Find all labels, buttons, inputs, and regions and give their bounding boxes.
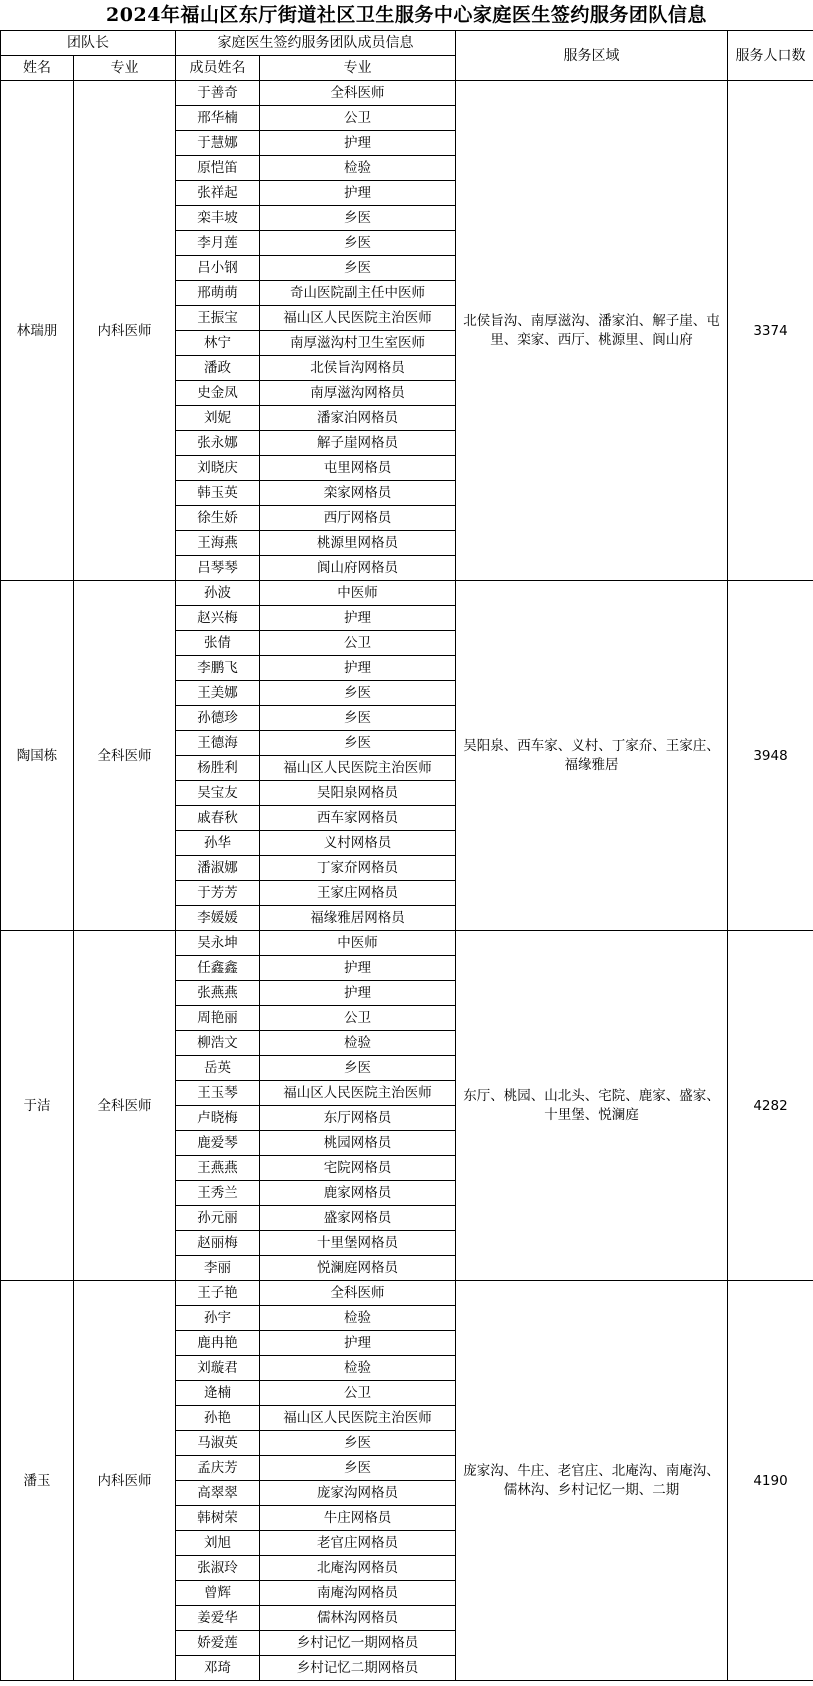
member-specialty: 乡医 (260, 731, 456, 756)
member-specialty: 乡村记忆二期网格员 (260, 1656, 456, 1681)
member-specialty: 悦澜庭网格员 (260, 1256, 456, 1281)
service-area: 吴阳泉、西车家、义村、丁家夼、王家庄、福缘雅居 (456, 581, 728, 931)
member-specialty: 乡村记忆一期网格员 (260, 1631, 456, 1656)
table-row (1, 1281, 813, 1306)
member-name: 马淑英 (176, 1431, 260, 1456)
team-leader-name: 陶国栋 (1, 581, 74, 931)
service-population: 4190 (728, 1281, 813, 1681)
member-name: 孙元丽 (176, 1206, 260, 1231)
member-specialty: 潘家泊网格员 (260, 406, 456, 431)
member-specialty: 乡医 (260, 206, 456, 231)
member-specialty: 丁家夼网格员 (260, 856, 456, 881)
table-row (1, 581, 813, 606)
member-specialty: 福缘雅居网格员 (260, 906, 456, 931)
team-table (0, 30, 813, 1681)
table-row (1, 931, 813, 956)
member-specialty: 解子崖网格员 (260, 431, 456, 456)
member-specialty: 检验 (260, 156, 456, 181)
member-name: 娇爱莲 (176, 1631, 260, 1656)
member-name: 王燕燕 (176, 1156, 260, 1181)
member-name: 于芳芳 (176, 881, 260, 906)
member-specialty: 屯里网格员 (260, 456, 456, 481)
member-name: 孙华 (176, 831, 260, 856)
member-specialty: 公卫 (260, 631, 456, 656)
service-population: 3948 (728, 581, 813, 931)
team-leader-name: 林瑞朋 (1, 81, 74, 581)
member-specialty: 鹿家网格员 (260, 1181, 456, 1206)
member-name: 吕小钢 (176, 256, 260, 281)
member-specialty: 全科医师 (260, 81, 456, 106)
member-specialty: 福山区人民医院主治医师 (260, 756, 456, 781)
member-specialty: 检验 (260, 1306, 456, 1331)
member-specialty: 福山区人民医院主治医师 (260, 1406, 456, 1431)
member-specialty: 阆山府网格员 (260, 556, 456, 581)
member-specialty: 护理 (260, 131, 456, 156)
member-name: 林宁 (176, 331, 260, 356)
member-name: 王秀兰 (176, 1181, 260, 1206)
member-specialty: 宅院网格员 (260, 1156, 456, 1181)
member-specialty: 乡医 (260, 1431, 456, 1456)
member-specialty: 检验 (260, 1031, 456, 1056)
member-name: 吕琴琴 (176, 556, 260, 581)
member-specialty: 盛家网格员 (260, 1206, 456, 1231)
member-specialty: 全科医师 (260, 1281, 456, 1306)
member-specialty: 乡医 (260, 681, 456, 706)
member-name: 柳浩文 (176, 1031, 260, 1056)
member-specialty: 牛庄网格员 (260, 1506, 456, 1531)
member-name: 姜爱华 (176, 1606, 260, 1631)
member-name: 张淑玲 (176, 1556, 260, 1581)
member-specialty: 北侯旨沟网格员 (260, 356, 456, 381)
member-name: 张祥起 (176, 181, 260, 206)
member-name: 刘璇君 (176, 1356, 260, 1381)
member-name: 杨胜利 (176, 756, 260, 781)
header-leader-name: 姓名 (1, 56, 74, 81)
member-specialty: 乡医 (260, 231, 456, 256)
member-name: 曾辉 (176, 1581, 260, 1606)
member-specialty: 老官庄网格员 (260, 1531, 456, 1556)
member-name: 李媛媛 (176, 906, 260, 931)
member-name: 原恺笛 (176, 156, 260, 181)
member-specialty: 庞家沟网格员 (260, 1481, 456, 1506)
member-specialty: 王家庄网格员 (260, 881, 456, 906)
service-population: 4282 (728, 931, 813, 1281)
member-name: 吴宝友 (176, 781, 260, 806)
member-specialty: 乡医 (260, 706, 456, 731)
member-specialty: 吴阳泉网格员 (260, 781, 456, 806)
page-title: 2024年福山区东厅街道社区卫生服务中心家庭医生签约服务团队信息 (106, 4, 707, 26)
header-member-name: 成员姓名 (176, 56, 260, 81)
member-specialty: 公卫 (260, 1006, 456, 1031)
team-leader-specialty: 全科医师 (74, 581, 176, 931)
team-leader-name: 潘玉 (1, 1281, 74, 1681)
member-name: 王子艳 (176, 1281, 260, 1306)
member-name: 史金凤 (176, 381, 260, 406)
member-name: 刘妮 (176, 406, 260, 431)
header-members-group: 家庭医生签约服务团队成员信息 (176, 31, 456, 56)
member-name: 韩树荣 (176, 1506, 260, 1531)
member-name: 孙艳 (176, 1406, 260, 1431)
member-specialty: 北庵沟网格员 (260, 1556, 456, 1581)
member-name: 任鑫鑫 (176, 956, 260, 981)
member-name: 张永娜 (176, 431, 260, 456)
member-specialty: 桃园网格员 (260, 1131, 456, 1156)
member-specialty: 十里堡网格员 (260, 1231, 456, 1256)
header-leader-specialty: 专业 (74, 56, 176, 81)
service-area: 东厅、桃园、山北头、宅院、鹿家、盛家、十里堡、悦澜庭 (456, 931, 728, 1281)
member-name: 王海燕 (176, 531, 260, 556)
member-specialty: 公卫 (260, 106, 456, 131)
member-specialty: 奇山医院副主任中医师 (260, 281, 456, 306)
member-name: 李月莲 (176, 231, 260, 256)
member-name: 周艳丽 (176, 1006, 260, 1031)
service-population: 3374 (728, 81, 813, 581)
member-name: 王美娜 (176, 681, 260, 706)
member-name: 刘晓庆 (176, 456, 260, 481)
member-name: 李丽 (176, 1256, 260, 1281)
member-name: 栾丰坡 (176, 206, 260, 231)
member-specialty: 东厅网格员 (260, 1106, 456, 1131)
member-name: 王德海 (176, 731, 260, 756)
table-row (1, 81, 813, 106)
member-name: 鹿冉艳 (176, 1331, 260, 1356)
member-name: 卢晓梅 (176, 1106, 260, 1131)
table-header (1, 31, 813, 81)
member-name: 邓琦 (176, 1656, 260, 1681)
member-name: 徐生娇 (176, 506, 260, 531)
member-specialty: 南厚滋沟村卫生室医师 (260, 331, 456, 356)
member-name: 孙德珍 (176, 706, 260, 731)
member-specialty: 栾家网格员 (260, 481, 456, 506)
member-name: 吴永坤 (176, 931, 260, 956)
member-name: 刘旭 (176, 1531, 260, 1556)
member-specialty: 桃源里网格员 (260, 531, 456, 556)
member-name: 鹿爱琴 (176, 1131, 260, 1156)
team-leader-name: 于洁 (1, 931, 74, 1281)
member-specialty: 西厅网格员 (260, 506, 456, 531)
member-specialty: 南厚滋沟网格员 (260, 381, 456, 406)
member-specialty: 义村网格员 (260, 831, 456, 856)
member-name: 孙宇 (176, 1306, 260, 1331)
member-specialty: 护理 (260, 606, 456, 631)
member-name: 邢华楠 (176, 106, 260, 131)
service-area: 北侯旨沟、南厚滋沟、潘家泊、解子崖、屯里、栾家、西厅、桃源里、阆山府 (456, 81, 728, 581)
member-specialty: 福山区人民医院主治医师 (260, 306, 456, 331)
member-specialty: 乡医 (260, 1456, 456, 1481)
service-area: 庞家沟、牛庄、老官庄、北庵沟、南庵沟、儒林沟、乡村记忆一期、二期 (456, 1281, 728, 1681)
header-leader-group: 团队长 (1, 31, 176, 56)
member-name: 于善奇 (176, 81, 260, 106)
member-name: 潘淑娜 (176, 856, 260, 881)
member-name: 赵兴梅 (176, 606, 260, 631)
team-leader-specialty: 内科医师 (74, 1281, 176, 1681)
header-area: 服务区域 (456, 31, 728, 81)
member-name: 韩玉英 (176, 481, 260, 506)
header-population: 服务人口数 (728, 31, 813, 81)
table-body (1, 81, 813, 1681)
member-name: 戚春秋 (176, 806, 260, 831)
member-specialty: 中医师 (260, 931, 456, 956)
member-name: 邢萌萌 (176, 281, 260, 306)
member-specialty: 乡医 (260, 256, 456, 281)
member-specialty: 乡医 (260, 1056, 456, 1081)
member-specialty: 南庵沟网格员 (260, 1581, 456, 1606)
member-name: 张燕燕 (176, 981, 260, 1006)
member-name: 李鹏飞 (176, 656, 260, 681)
member-name: 于慧娜 (176, 131, 260, 156)
member-specialty: 护理 (260, 981, 456, 1006)
member-name: 潘政 (176, 356, 260, 381)
team-leader-specialty: 全科医师 (74, 931, 176, 1281)
team-leader-specialty: 内科医师 (74, 81, 176, 581)
member-specialty: 护理 (260, 181, 456, 206)
member-specialty: 西车家网格员 (260, 806, 456, 831)
member-specialty: 儒林沟网格员 (260, 1606, 456, 1631)
member-name: 王振宝 (176, 306, 260, 331)
member-specialty: 护理 (260, 1331, 456, 1356)
member-specialty: 福山区人民医院主治医师 (260, 1081, 456, 1106)
member-name: 孟庆芳 (176, 1456, 260, 1481)
member-name: 张倩 (176, 631, 260, 656)
member-name: 高翠翠 (176, 1481, 260, 1506)
member-specialty: 护理 (260, 956, 456, 981)
member-name: 王玉琴 (176, 1081, 260, 1106)
member-specialty: 中医师 (260, 581, 456, 606)
member-specialty: 公卫 (260, 1381, 456, 1406)
header-member-specialty: 专业 (260, 56, 456, 81)
member-name: 孙波 (176, 581, 260, 606)
member-name: 岳英 (176, 1056, 260, 1081)
member-specialty: 护理 (260, 656, 456, 681)
member-specialty: 检验 (260, 1356, 456, 1381)
member-name: 赵丽梅 (176, 1231, 260, 1256)
member-name: 逄楠 (176, 1381, 260, 1406)
